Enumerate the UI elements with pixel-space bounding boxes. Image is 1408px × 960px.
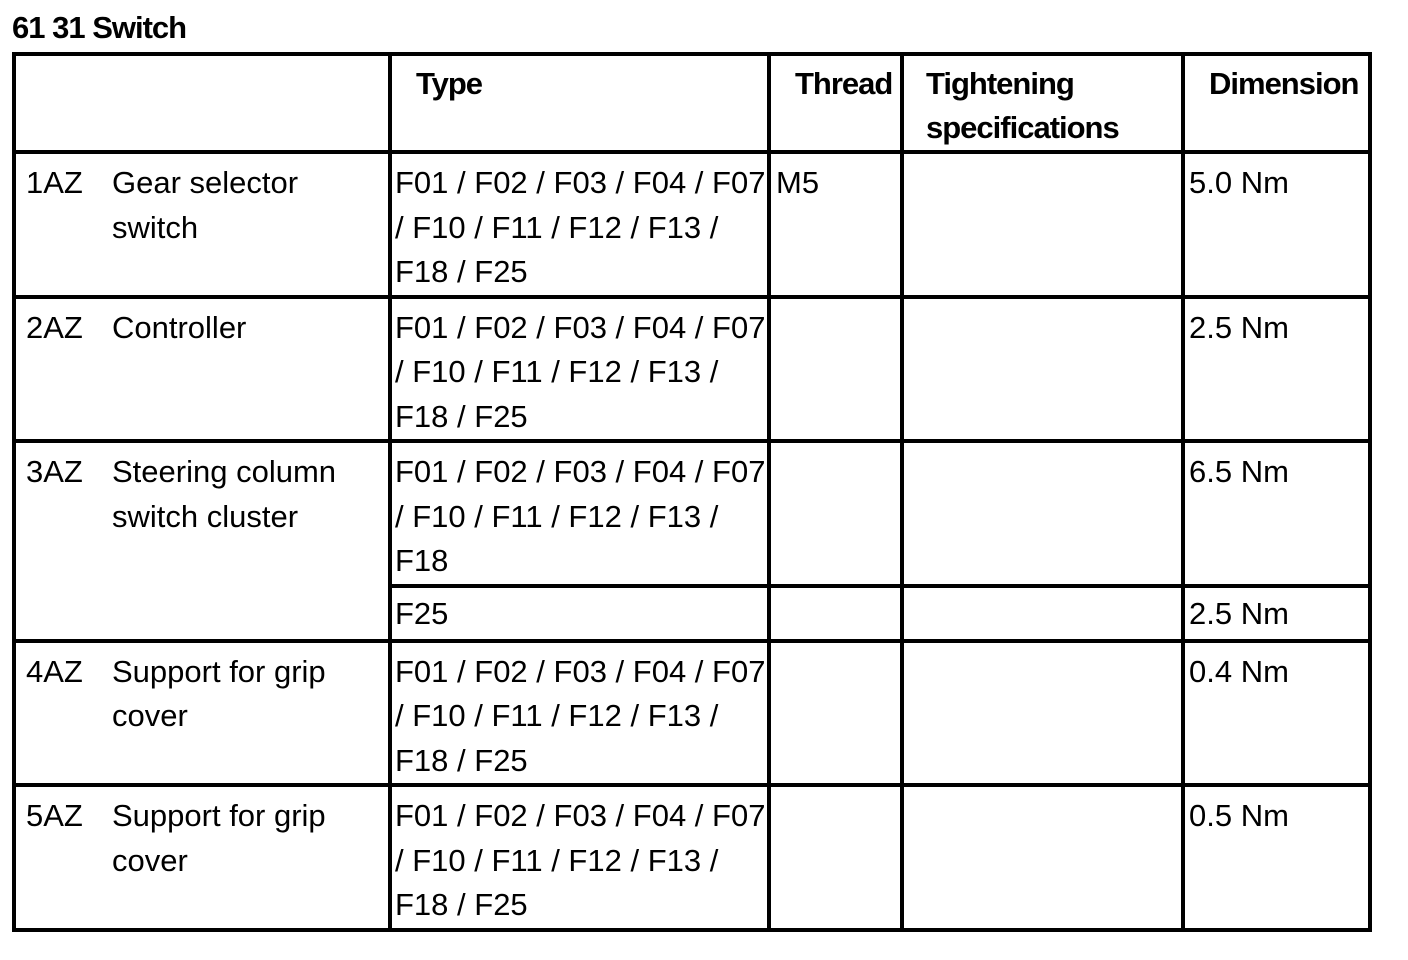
item-code: 3AZ: [26, 454, 83, 489]
tightening-spec-table: [12, 52, 1372, 932]
header-item: [14, 54, 390, 152]
type-cell: F01 / F02 / F03 / F04 / F07 / F10 / F11 / F12 / F13 / F18: [390, 441, 769, 586]
table-row: [14, 441, 1370, 586]
header-dimension: Dimension: [1183, 54, 1370, 152]
item-name: Steering column switch cluster: [112, 454, 337, 534]
tightening-cell: [902, 641, 1183, 786]
header-thread: Thread: [769, 54, 902, 152]
tightening-cell: [902, 586, 1183, 641]
item-code: 5AZ: [26, 798, 83, 833]
thread-cell: M5: [769, 152, 902, 297]
thread-cell: [769, 586, 902, 641]
table-row: [14, 785, 1370, 930]
item-name: Support for grip cover: [112, 798, 326, 878]
table-row: [14, 641, 1370, 786]
thread-cell: [769, 441, 902, 586]
tightening-cell: [902, 152, 1183, 297]
header-type: Type: [390, 54, 769, 152]
dimension-cell: 0.5 Nm: [1183, 785, 1370, 930]
type-cell: F01 / F02 / F03 / F04 / F07 / F10 / F11 / F12 / F13 / F18 / F25: [390, 152, 769, 297]
thread-cell: [769, 785, 902, 930]
tightening-cell: [902, 297, 1183, 442]
tightening-cell: [902, 785, 1183, 930]
item-name: Support for grip cover: [112, 653, 326, 733]
dimension-cell: 2.5 Nm: [1183, 297, 1370, 442]
dimension-cell: 5.0 Nm: [1183, 152, 1370, 297]
dimension-cell: 6.5 Nm: [1183, 441, 1370, 586]
page-title: 61 31 Switch: [12, 10, 187, 45]
item-name: Gear selector switch: [112, 165, 299, 245]
header-row: [14, 54, 1370, 152]
item-code: 2AZ: [26, 309, 83, 345]
dimension-cell: 2.5 Nm: [1183, 586, 1370, 641]
table-row: [14, 152, 1370, 297]
header-tightening-specifications: Tightening specifications: [902, 54, 1183, 152]
dimension-cell: 0.4 Nm: [1183, 641, 1370, 786]
type-cell: F01 / F02 / F03 / F04 / F07 / F10 / F11 / F12 / F13 / F18 / F25: [390, 641, 769, 786]
type-cell: F01 / F02 / F03 / F04 / F07 / F10 / F11 / F12 / F13 / F18 / F25: [390, 785, 769, 930]
type-cell: F25: [390, 586, 769, 641]
item-cell: [14, 152, 390, 297]
item-cell: [14, 641, 390, 786]
item-name: Controller: [112, 309, 247, 345]
table-row: [14, 297, 1370, 442]
item-code: 1AZ: [26, 165, 83, 200]
tightening-cell: [902, 441, 1183, 586]
thread-cell: [769, 641, 902, 786]
item-code: 4AZ: [26, 653, 83, 689]
type-cell: F01 / F02 / F03 / F04 / F07 / F10 / F11 / F12 / F13 / F18 / F25: [390, 297, 769, 442]
thread-cell: [769, 297, 902, 442]
item-cell: [14, 441, 390, 641]
item-cell: [14, 785, 390, 930]
item-cell: [14, 297, 390, 442]
